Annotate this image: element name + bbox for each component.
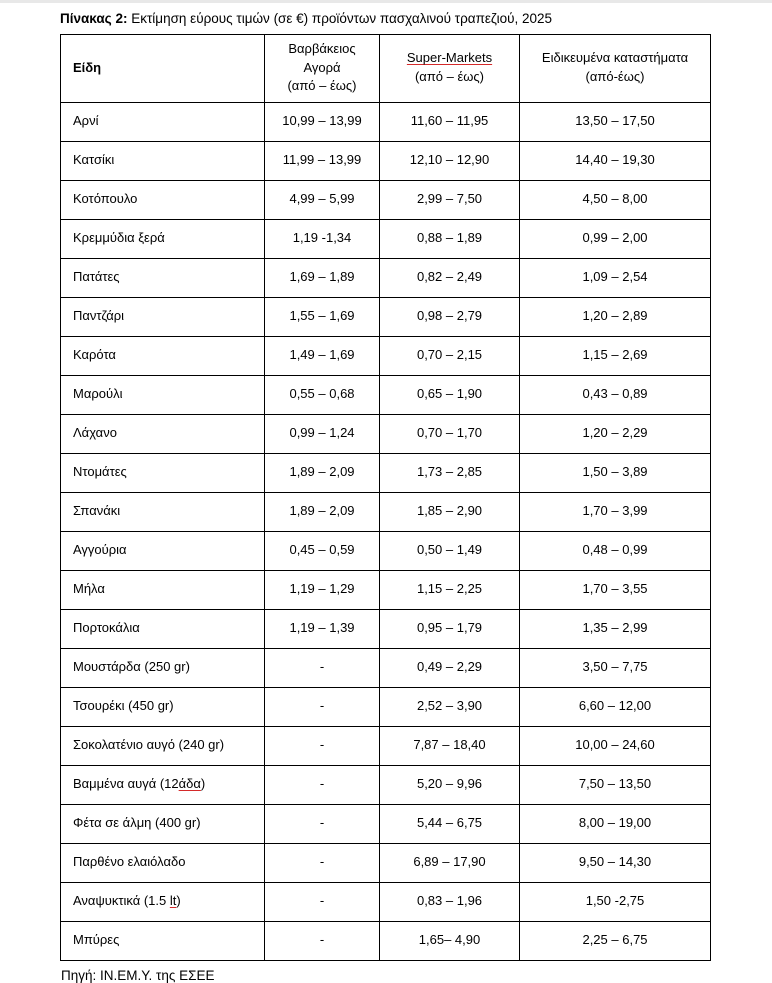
table-row [61, 180, 711, 219]
table-head [61, 34, 711, 102]
row-value-supermarkets: 1,85 – 2,90 [380, 492, 520, 531]
row-value-supermarkets: 2,99 – 7,50 [380, 180, 520, 219]
row-value-supermarkets: 1,65– 4,90 [380, 921, 520, 960]
row-value-specialty-stores: 4,50 – 8,00 [520, 180, 711, 219]
table-row [61, 687, 711, 726]
row-item-label: Μουστάρδα (250 gr) [61, 648, 265, 687]
row-value-supermarkets: 11,60 – 11,95 [380, 102, 520, 141]
row-value-varvakeios: 1,19 – 1,29 [265, 570, 380, 609]
row-item-label: Πατάτες [61, 258, 265, 297]
row-value-supermarkets: 1,15 – 2,25 [380, 570, 520, 609]
row-value-specialty-stores: 10,00 – 24,60 [520, 726, 711, 765]
row-value-specialty-stores: 8,00 – 19,00 [520, 804, 711, 843]
row-value-varvakeios: - [265, 648, 380, 687]
row-item-label: Παντζάρι [61, 297, 265, 336]
row-item-label: Κοτόπουλο [61, 180, 265, 219]
table-row [61, 843, 711, 882]
row-value-varvakeios: - [265, 921, 380, 960]
table-row [61, 921, 711, 960]
row-value-supermarkets: 0,98 – 2,79 [380, 297, 520, 336]
table-row [61, 492, 711, 531]
row-value-varvakeios: 0,45 – 0,59 [265, 531, 380, 570]
row-item-label: Σοκολατένιο αυγό (240 gr) [61, 726, 265, 765]
row-item-label: Πορτοκάλια [61, 609, 265, 648]
table-row [61, 219, 711, 258]
table-row [61, 336, 711, 375]
row-value-varvakeios: 10,99 – 13,99 [265, 102, 380, 141]
column-header-supermarkets-line-0: Super-Markets [406, 50, 493, 66]
row-value-specialty-stores: 1,35 – 2,99 [520, 609, 711, 648]
table-row [61, 102, 711, 141]
row-value-supermarkets: 12,10 – 12,90 [380, 141, 520, 180]
row-item-label: Αγγούρια [61, 531, 265, 570]
row-value-specialty-stores: 13,50 – 17,50 [520, 102, 711, 141]
row-item-label: Ντομάτες [61, 453, 265, 492]
row-value-varvakeios: 1,19 -1,34 [265, 219, 380, 258]
row-value-varvakeios: 0,55 – 0,68 [265, 375, 380, 414]
row-value-supermarkets: 0,49 – 2,29 [380, 648, 520, 687]
table-row [61, 531, 711, 570]
row-value-supermarkets: 2,52 – 3,90 [380, 687, 520, 726]
table-row [61, 882, 711, 921]
row-value-supermarkets: 0,95 – 1,79 [380, 609, 520, 648]
row-value-specialty-stores: 1,09 – 2,54 [520, 258, 711, 297]
row-value-supermarkets: 0,88 – 1,89 [380, 219, 520, 258]
spellcheck-underline: lt [169, 893, 177, 909]
row-value-supermarkets: 0,50 – 1,49 [380, 531, 520, 570]
row-value-supermarkets: 0,65 – 1,90 [380, 375, 520, 414]
row-value-specialty-stores: 0,99 – 2,00 [520, 219, 711, 258]
row-value-specialty-stores: 2,25 – 6,75 [520, 921, 711, 960]
column-header-varvakeios-line-2: (από – έως) [287, 78, 357, 94]
row-item-label: Αρνί [61, 102, 265, 141]
row-item-label: Μήλα [61, 570, 265, 609]
table-row [61, 453, 711, 492]
table-row [61, 141, 711, 180]
table-row [61, 648, 711, 687]
row-value-specialty-stores: 3,50 – 7,75 [520, 648, 711, 687]
row-value-specialty-stores: 9,50 – 14,30 [520, 843, 711, 882]
row-value-specialty-stores: 0,43 – 0,89 [520, 375, 711, 414]
table-row [61, 765, 711, 804]
row-item-label: Βαμμένα αυγά (12άδα) [61, 765, 265, 804]
row-value-specialty-stores: 0,48 – 0,99 [520, 531, 711, 570]
table-caption-text: Εκτίμηση εύρους τιμών (σε €) προϊόντων πασχαλινού τραπεζιού, 2025 [127, 11, 553, 26]
table-caption-label: Πίνακας 2: [60, 11, 128, 26]
row-value-specialty-stores: 1,20 – 2,89 [520, 297, 711, 336]
row-value-supermarkets: 0,83 – 1,96 [380, 882, 520, 921]
row-value-specialty-stores: 1,70 – 3,55 [520, 570, 711, 609]
row-value-varvakeios: 1,69 – 1,89 [265, 258, 380, 297]
table-caption [60, 10, 748, 28]
row-item-label: Παρθένο ελαιόλαδο [61, 843, 265, 882]
row-value-supermarkets: 7,87 – 18,40 [380, 726, 520, 765]
row-item-label: Τσουρέκι (450 gr) [61, 687, 265, 726]
row-value-supermarkets: 0,82 – 2,49 [380, 258, 520, 297]
column-header-supermarkets [380, 34, 520, 102]
row-value-varvakeios: 1,89 – 2,09 [265, 453, 380, 492]
row-value-supermarkets: 5,20 – 9,96 [380, 765, 520, 804]
column-header-specialty-stores-line-0: Ειδικευμένα καταστήματα [541, 50, 689, 66]
row-item-label: Κρεμμύδια ξερά [61, 219, 265, 258]
row-value-varvakeios: 11,99 – 13,99 [265, 141, 380, 180]
row-item-label: Λάχανο [61, 414, 265, 453]
row-value-varvakeios: 4,99 – 5,99 [265, 180, 380, 219]
row-item-label: Σπανάκι [61, 492, 265, 531]
table-header-row [61, 34, 711, 102]
row-value-varvakeios: 0,99 – 1,24 [265, 414, 380, 453]
column-header-varvakeios-line-0: Βαρβάκειος [288, 40, 356, 56]
row-value-specialty-stores: 6,60 – 12,00 [520, 687, 711, 726]
table-row [61, 414, 711, 453]
row-value-varvakeios: - [265, 726, 380, 765]
row-item-label: Μαρούλι [61, 375, 265, 414]
row-value-specialty-stores: 1,70 – 3,99 [520, 492, 711, 531]
table-row [61, 375, 711, 414]
table-row [61, 804, 711, 843]
row-value-varvakeios: 1,19 – 1,39 [265, 609, 380, 648]
row-value-supermarkets: 5,44 – 6,75 [380, 804, 520, 843]
table-source: Πηγή: ΙΝ.ΕΜ.Υ. της ΕΣΕΕ [61, 967, 215, 983]
column-header-varvakeios-line-1: Αγορά [303, 59, 341, 75]
row-value-specialty-stores: 1,20 – 2,29 [520, 414, 711, 453]
row-item-label: Μπύρες [61, 921, 265, 960]
row-value-supermarkets: 0,70 – 1,70 [380, 414, 520, 453]
column-header-items [61, 34, 265, 102]
table-row [61, 609, 711, 648]
column-header-specialty-stores-line-1: (από-έως) [585, 69, 645, 85]
table-row [61, 726, 711, 765]
row-value-specialty-stores: 1,50 – 3,89 [520, 453, 711, 492]
column-header-supermarkets-line-1: (από – έως) [414, 69, 485, 85]
page-top-rule [0, 0, 772, 3]
row-value-varvakeios: 1,89 – 2,09 [265, 492, 380, 531]
row-value-specialty-stores: 1,15 – 2,69 [520, 336, 711, 375]
row-value-varvakeios: - [265, 765, 380, 804]
row-value-specialty-stores: 14,40 – 19,30 [520, 141, 711, 180]
spellcheck-underline: άδα [178, 776, 201, 792]
row-value-specialty-stores: 1,50 -2,75 [520, 882, 711, 921]
row-item-label: Αναψυκτικά (1.5 lt) [61, 882, 265, 921]
row-value-varvakeios: - [265, 882, 380, 921]
price-table [60, 34, 711, 961]
column-header-specialty-stores [520, 34, 711, 102]
table-row [61, 297, 711, 336]
row-value-specialty-stores: 7,50 – 13,50 [520, 765, 711, 804]
table-row [61, 258, 711, 297]
row-value-supermarkets: 6,89 – 17,90 [380, 843, 520, 882]
row-item-label: Καρότα [61, 336, 265, 375]
column-header-varvakeios [265, 34, 380, 102]
row-value-varvakeios: 1,55 – 1,69 [265, 297, 380, 336]
column-header-items-line-0: Είδη [73, 59, 102, 75]
row-item-label: Κατσίκι [61, 141, 265, 180]
row-value-varvakeios: - [265, 687, 380, 726]
row-value-supermarkets: 0,70 – 2,15 [380, 336, 520, 375]
table-body [61, 102, 711, 960]
row-value-varvakeios: - [265, 804, 380, 843]
row-value-varvakeios: - [265, 843, 380, 882]
row-value-varvakeios: 1,49 – 1,69 [265, 336, 380, 375]
row-item-label: Φέτα σε άλμη (400 gr) [61, 804, 265, 843]
table-row [61, 570, 711, 609]
row-value-supermarkets: 1,73 – 2,85 [380, 453, 520, 492]
